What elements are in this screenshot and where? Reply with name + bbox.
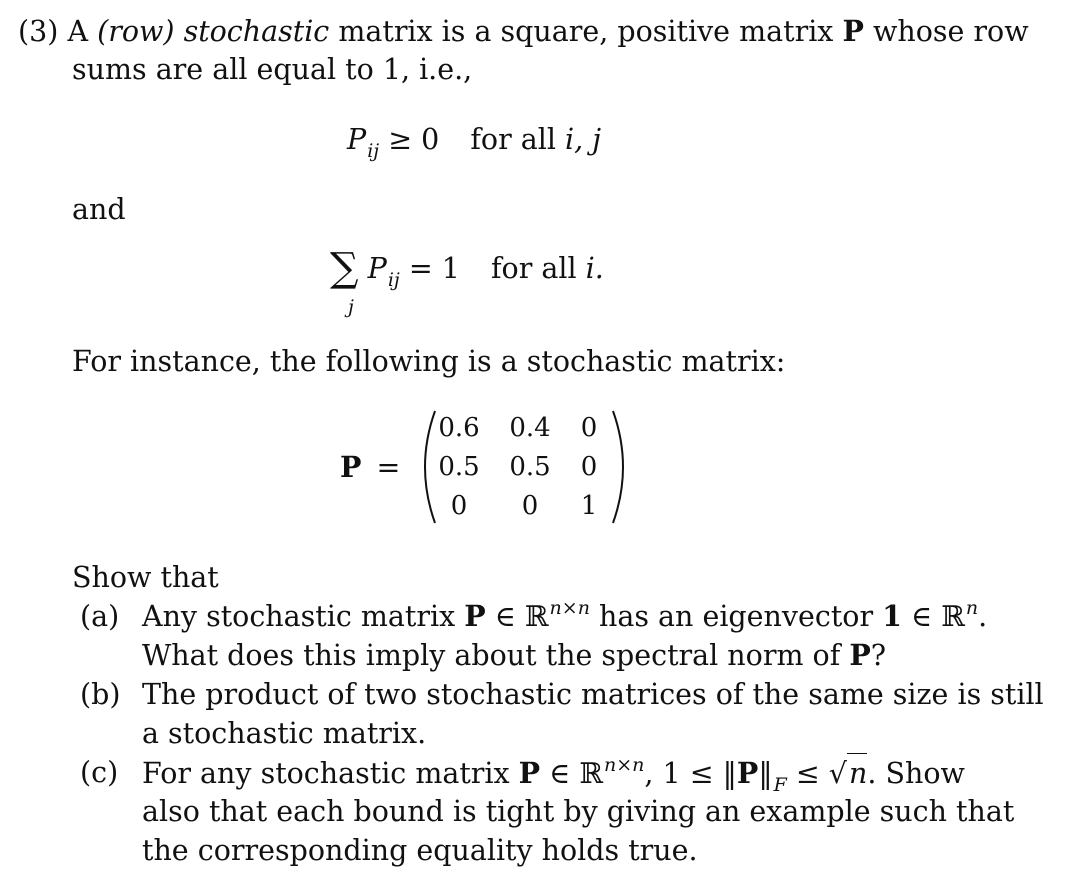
matrix-cell: 0.6	[438, 413, 480, 443]
eq1-sub: ij	[367, 140, 380, 162]
part-a-line2-text: What does this imply about the spectral norm of	[142, 639, 841, 672]
intro-text-c: whose row	[872, 15, 1029, 48]
part-a-in2: ∈ ℝ	[911, 600, 965, 633]
part-a-sup1: n×n	[549, 597, 590, 619]
eq1-condition: for all	[470, 123, 556, 156]
eq2-relation: = 1	[408, 252, 460, 285]
matrix-cell: 0.5	[509, 452, 551, 482]
equation-nonneg	[347, 120, 601, 163]
eq2-var: P	[367, 252, 387, 285]
part-a-line1	[142, 597, 987, 640]
part-c-norm-p: P	[736, 756, 759, 790]
eq2-sub: ij	[387, 269, 400, 291]
part-c-line1	[142, 753, 965, 797]
part-c-line2: also that each bound is tight by giving an example such that	[142, 795, 1015, 828]
part-a-sym-one: 1	[882, 599, 902, 633]
part-c-text3: . Show	[867, 757, 965, 790]
show-that: Show that	[72, 561, 219, 594]
problem-intro-line1	[18, 12, 1029, 51]
problem-intro-line2: sums are all equal to 1, i.e.,	[72, 53, 473, 86]
term-stochastic: (row) stochastic	[97, 15, 330, 48]
part-a-text2: has an eigenvector	[599, 600, 874, 633]
sigma-symbol: ∑	[330, 245, 359, 291]
matrix-cell: 0	[521, 491, 539, 521]
matrix-lhs-symbol: P	[340, 450, 362, 484]
part-b-label: (b)	[80, 678, 121, 711]
part-a-text1: Any stochastic matrix	[142, 600, 456, 633]
matrix-cell: 0	[580, 413, 598, 443]
part-c-sym-p: P	[518, 756, 541, 790]
matrix-symbol: P	[842, 14, 864, 48]
part-a-line2-sym: P	[849, 638, 871, 672]
part-a-line2	[142, 636, 886, 675]
part-c-line3: the corresponding equality holds true.	[142, 834, 698, 867]
eq1-relation: ≥ 0	[388, 123, 440, 156]
part-a-label: (a)	[80, 600, 120, 633]
part-c-leq: ≤ √	[795, 757, 847, 790]
part-c-label: (c)	[80, 756, 119, 789]
part-a-line2-end: ?	[870, 639, 887, 672]
matrix-cell: 0.4	[509, 413, 551, 443]
eq1-condition-vars: i, j	[565, 123, 602, 156]
matrix-cell: 0.5	[438, 452, 480, 482]
eq2-condition-vars: i.	[585, 252, 604, 285]
eq2-condition: for all	[490, 252, 577, 285]
part-c-norm-sub: F	[773, 774, 787, 796]
part-c-in1: ∈ ℝ	[549, 757, 604, 790]
part-a-period: .	[978, 600, 988, 633]
part-c-text1: For any stochastic matrix	[142, 757, 510, 790]
example-matrix	[415, 407, 633, 527]
part-c-norm-close: ‖	[758, 757, 773, 790]
eq1-var: P	[347, 123, 367, 156]
intro-text-b: matrix is a square, positive matrix	[338, 15, 834, 48]
part-a-sup2: n	[965, 597, 979, 619]
matrix-equals: =	[376, 451, 401, 484]
part-c-text2: , 1 ≤ ‖	[644, 757, 737, 790]
example-intro: For instance, the following is a stochastic matrix:	[72, 345, 786, 378]
part-a-in1: ∈ ℝ	[494, 600, 549, 633]
connector-and: and	[72, 193, 126, 226]
matrix-cell: 0	[580, 452, 598, 482]
matrix-cell: 0	[450, 491, 468, 521]
equation-rowsum	[330, 246, 604, 292]
matrix-lhs	[340, 448, 400, 487]
sigma-index: j	[348, 296, 354, 318]
part-b-line1: The product of two stochastic matrices of the same size is still	[142, 678, 1044, 711]
problem-number: (3)	[18, 15, 59, 48]
part-b-line2: a stochastic matrix.	[142, 717, 427, 750]
part-c-sup1: n×n	[604, 754, 645, 776]
intro-text-a: A	[67, 15, 89, 48]
matrix-cell: 1	[580, 491, 598, 521]
part-c-sqrt-arg: n	[847, 753, 867, 793]
part-a-sym-p: P	[464, 599, 486, 633]
